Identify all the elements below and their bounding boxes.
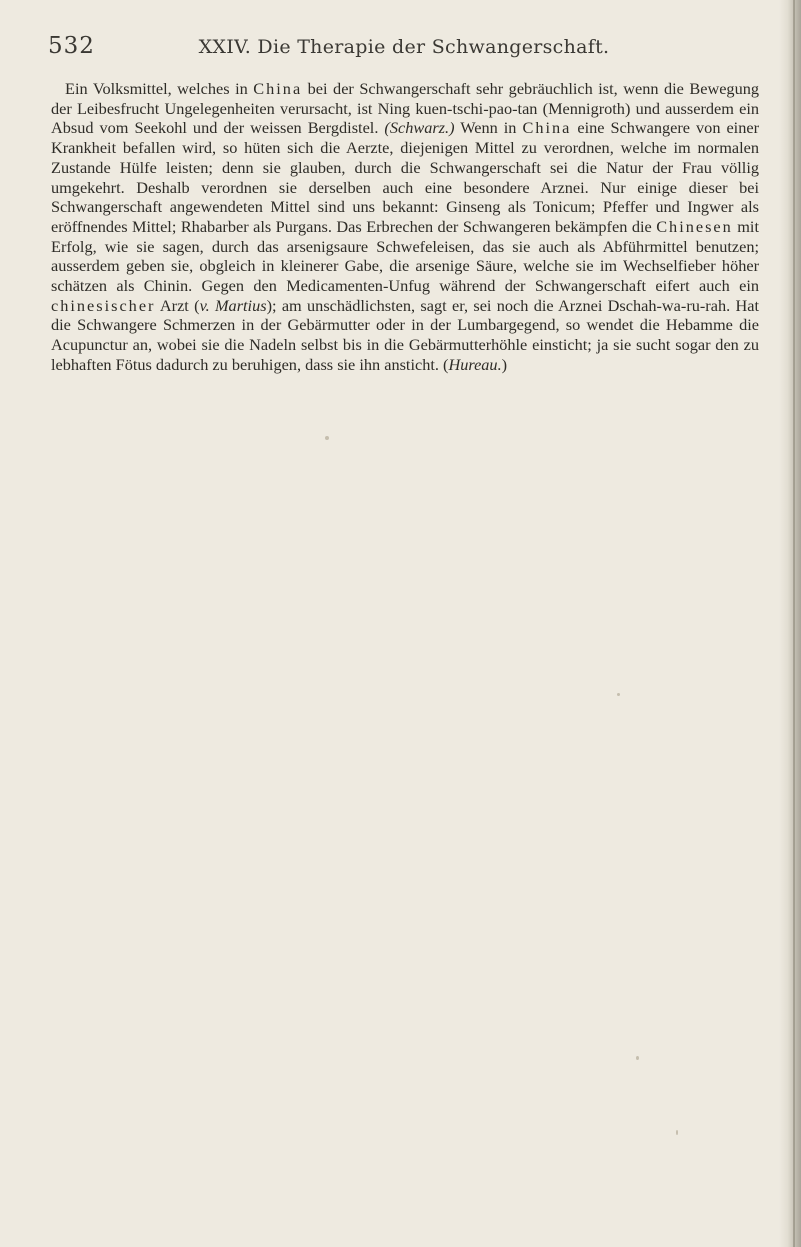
text-segment: eine Schwangere von einer Krankheit befallen wird, so hüten sich die Aerzte, diejenigen Mittel zu verordnen, welche im normalen Zustande Hülfe leisten; denn sie glauben, durch die Schwangerschaft sei die Natur der Frau völlig umgekehrt. Deshalb verordnen sie derselben auch eine besondere Arznei. Nur einige dieser bei Schwangerschaft angewendeten Mittel sind uns bekannt: Ginseng als Tonicum; Pfeffer und Ingwer als eröffnendes Mittel; Rhabarber als Purgans. Das Erbrechen der Schwangeren bekämpfen die <box>51 118 759 236</box>
paper-speck <box>325 436 329 440</box>
running-head <box>48 33 760 63</box>
citation-hureau: Hureau. <box>448 354 502 374</box>
text-segment: Ein Volksmittel, welches in <box>65 79 254 98</box>
body-paragraph <box>51 79 759 375</box>
text-segment: bei der Schwangerschaft sehr gebräuchlich ist, wenn die Bewegung der Leibesfrucht Ungelegenheiten verursacht, ist Ning kuen-tschi-pao-tan (Mennigroth) und ausserdem ein Absud vom Seekohl und der weissen Bergdistel. <box>51 79 759 138</box>
text-segment: Wenn in <box>454 118 523 138</box>
text-segment: ) <box>501 354 508 374</box>
emphasis-china: China <box>253 79 303 98</box>
chapter-title: XXIV. Die Therapie der Schwangerschaft. <box>198 36 610 58</box>
text-segment: mit Erfolg, wie sie sagen, durch das arsenigsaure Schwefeleisen, das sie auch als Abführmittel benutzen; ausserdem geben sie, obgleich in kleinerer Gabe, die arsenige Säure, welche sie im Wechselfieber höher schätzen als Chinin. Gegen den Medicamenten-Unfug während der Schwangerschaft eifert auch ein <box>51 216 759 296</box>
text-segment: ); am unschädlichsten, sagt er, sei noch die Arznei Dschah-wa-ru-rah. Hat die Schwangere Schmerzen in der Gebärmutter oder in der Lumbargegend, so wendet die Hebamme die Acupunctur an, wobei sie die Nadeln selbst bis in die Gebärmutterhöhle einsticht; ja sie sucht sogar den zu lebhaften Fötus dadurch zu beruhigen, dass sie ihn ansticht. ( <box>51 295 759 374</box>
paper-speck <box>617 693 620 696</box>
emphasis-chinesischer: chinesischer <box>51 295 156 315</box>
page-number: 532 <box>48 33 95 59</box>
page-edge-line <box>793 0 795 1247</box>
citation-martius: v. Martius <box>199 295 267 315</box>
emphasis-china: China <box>522 118 572 138</box>
emphasis-chinesen: Chinesen <box>656 216 733 236</box>
paper-speck <box>636 1056 639 1060</box>
paper-speck <box>676 1130 678 1135</box>
page-edge-shadow <box>779 0 801 1247</box>
text-segment: Arzt ( <box>155 295 200 315</box>
citation-schwarz: (Schwarz.) <box>384 118 455 138</box>
